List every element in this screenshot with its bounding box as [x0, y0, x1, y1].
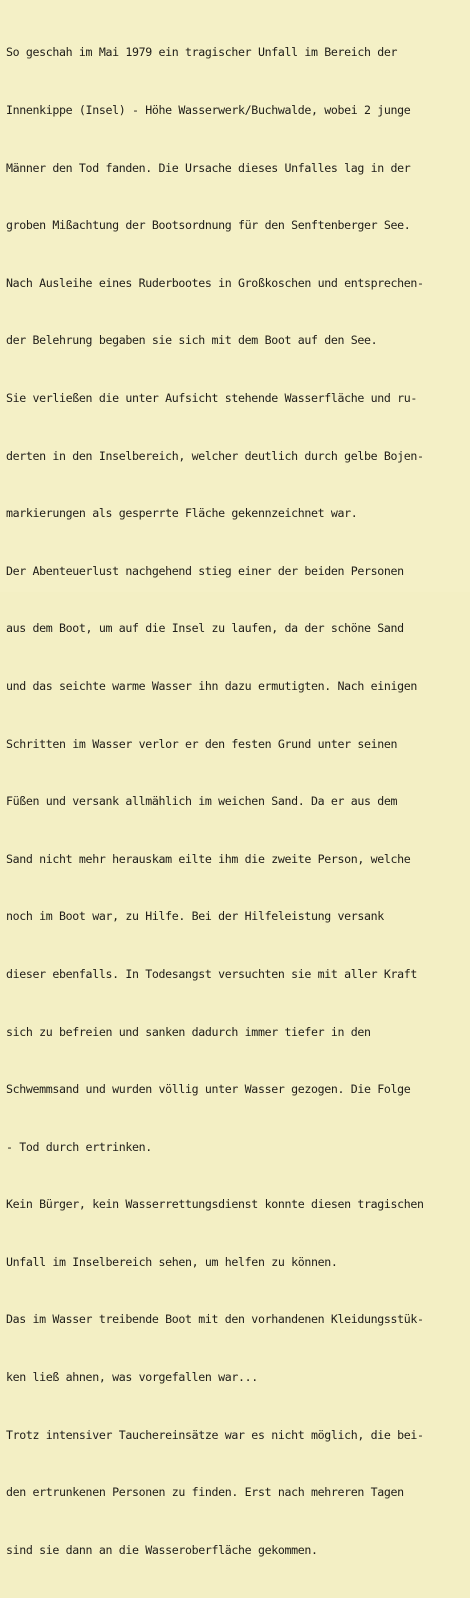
typewritten-text-block — [6, 5, 466, 1598]
text-line: groben Mißachtung der Bootsordnung für den Senftenberger See. — [6, 218, 411, 233]
text-line: noch im Boot war, zu Hilfe. Bei der Hilfeleistung versank — [6, 909, 384, 924]
text-line: Der Abenteuerlust nachgehend stieg einer der beiden Personen — [6, 563, 404, 578]
text-line: Innenkippe (Insel) - Höhe Wasserwerk/Buchwalde, wobei 2 junge — [6, 103, 411, 117]
text-line: Trotz intensiver Tauchereinsätze war es nicht möglich, die bei- — [6, 1427, 424, 1442]
text-line: derten in den Inselbereich, welcher deutlich durch gelbe Bojen- — [6, 448, 424, 463]
text-line: Schwemmsand und wurden völlig unter Wasser gezogen. Die Folge — [6, 1082, 411, 1097]
text-line: Männer den Tod fanden. Die Ursache dieses Unfalles lag in der — [6, 160, 411, 175]
text-line: den ertrunkenen Personen zu finden. Erst nach mehreren Tagen — [6, 1485, 404, 1500]
text-line: Füßen und versank allmählich im weichen Sand. Da er aus dem — [6, 794, 398, 809]
text-line: und das seichte warme Wasser ihn dazu ermutigten. Nach einigen — [6, 678, 418, 693]
text-line: ken ließ ahnen, was vorgefallen war... — [6, 1370, 258, 1385]
text-line: Sie verließen die unter Aufsicht stehende Wasserfläche und ru- — [6, 390, 418, 405]
text-line: dieser ebenfalls. In Todesangst versuchten sie mit aller Kraft — [6, 966, 418, 981]
text-line: So geschah im Mai 1979 ein tragischer Unfall im Bereich der — [6, 45, 398, 60]
text-line: Nach Ausleihe eines Ruderbootes in Großkoschen und entsprechen- — [6, 275, 424, 290]
text-line: Schritten im Wasser verlor er den festen Grund unter seinen — [6, 736, 398, 751]
text-line: Unfall im Inselbereich sehen, um helfen zu können. — [6, 1254, 338, 1269]
text-line: Das im Wasser treibende Boot mit den vorhandenen Kleidungsstük- — [6, 1312, 424, 1327]
text-line: markierungen als gesperrte Fläche gekennzeichnet war. — [6, 506, 358, 521]
text-line: der Belehrung begaben sie sich mit dem Boot auf den See. — [6, 333, 378, 348]
text-line: sind sie dann an die Wasseroberfläche gekommen. — [6, 1542, 318, 1557]
text-line: Sand nicht mehr herauskam eilte ihm die zweite Person, welche — [6, 851, 411, 866]
text-line: - Tod durch ertrinken. — [6, 1139, 152, 1154]
text-line: aus dem Boot, um auf die Insel zu laufen, da der schöne Sand — [6, 621, 404, 636]
text-line: Kein Bürger, kein Wasserrettungsdienst konnte diesen tragischen — [6, 1197, 424, 1212]
text-line: sich zu befreien und sanken dadurch immer tiefer in den — [6, 1024, 371, 1039]
